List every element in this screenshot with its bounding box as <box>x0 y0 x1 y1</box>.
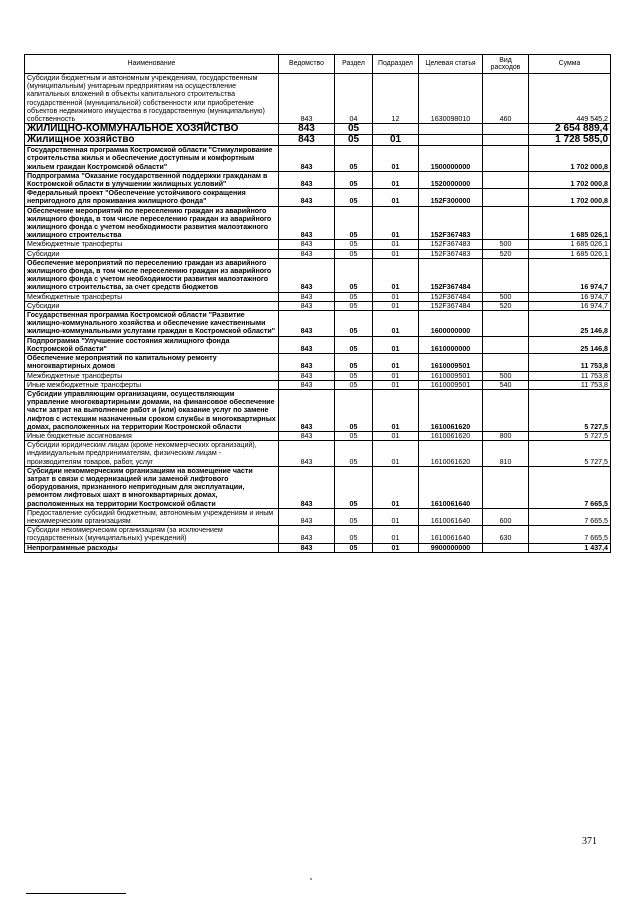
cell-vedomstvo: 843 <box>279 171 335 188</box>
cell-vid: 810 <box>483 441 529 467</box>
cell-podrazdel: 01 <box>373 249 419 258</box>
cell-name: Субсидии некоммерческим организациям на возмещение части затрат в связи с модернизацией или заменой лифтового оборудования, признанного непригодным для эксплуатации, ремонтом лифтовых шахт в многоквартирных домах, расположенных на территории Костромской области <box>25 466 279 508</box>
cell-vedomstvo: 843 <box>279 189 335 206</box>
cell-sum: 2 654 889,4 <box>529 124 611 135</box>
cell-razdel: 05 <box>335 311 373 337</box>
cell-sum: 5 727,5 <box>529 389 611 431</box>
cell-target: 9900000000 <box>419 543 483 552</box>
table-row <box>25 311 611 337</box>
cell-name: Межбюджетные трансферты <box>25 371 279 380</box>
cell-vid: 600 <box>483 508 529 525</box>
cell-podrazdel: 01 <box>373 292 419 301</box>
table-row <box>25 240 611 249</box>
cell-razdel: 05 <box>335 371 373 380</box>
cell-vid <box>483 354 529 371</box>
table-row <box>25 249 611 258</box>
cell-vid: 500 <box>483 240 529 249</box>
cell-razdel: 05 <box>335 258 373 292</box>
cell-vedomstvo: 843 <box>279 466 335 508</box>
cell-podrazdel: 01 <box>373 354 419 371</box>
cell-vedomstvo: 843 <box>279 258 335 292</box>
cell-sum: 5 727,5 <box>529 441 611 467</box>
cell-vedomstvo: 843 <box>279 431 335 440</box>
cell-razdel: 05 <box>335 249 373 258</box>
cell-name: Субсидии некоммерческим организациям (за исключением государственных (муниципальных) учреждений) <box>25 526 279 543</box>
table-row <box>25 206 611 240</box>
table-row <box>25 292 611 301</box>
cell-name: Государственная программа Костромской области "Стимулирование строительства жилья и обеспечение доступным и комфортным жильем граждан Костромской области" <box>25 146 279 172</box>
cell-target: 1610061620 <box>419 431 483 440</box>
cell-podrazdel: 01 <box>373 380 419 389</box>
cell-podrazdel: 01 <box>373 336 419 353</box>
cell-podrazdel: 01 <box>373 240 419 249</box>
cell-razdel: 05 <box>335 206 373 240</box>
cell-target: 152F367483 <box>419 249 483 258</box>
cell-razdel: 05 <box>335 441 373 467</box>
cell-target: 1610061640 <box>419 526 483 543</box>
cell-name: Иные бюджетные ассигнования <box>25 431 279 440</box>
cell-vid <box>483 171 529 188</box>
col-header-razdel: Раздел <box>335 55 373 74</box>
cell-name: Подпрограмма "Оказание государственной поддержки гражданам в Костромской области в улучшении жилищных условий" <box>25 171 279 188</box>
cell-sum: 16 974,7 <box>529 258 611 292</box>
cell-razdel: 05 <box>335 466 373 508</box>
cell-sum: 7 665,5 <box>529 526 611 543</box>
table-row <box>25 301 611 310</box>
cell-vid <box>483 146 529 172</box>
cell-sum: 1 702 000,8 <box>529 171 611 188</box>
cell-name: Иные межбюджетные трансферты <box>25 380 279 389</box>
cell-target: 152F367483 <box>419 240 483 249</box>
cell-vid: 800 <box>483 431 529 440</box>
cell-razdel: 05 <box>335 380 373 389</box>
cell-name: Субсидии юридическим лицам (кроме некоммерческих организаций), индивидуальным предпринимателям, физическим лицам - производителям товаров, работ, услуг <box>25 441 279 467</box>
cell-vid <box>483 124 529 135</box>
cell-target: 1610061640 <box>419 466 483 508</box>
cell-sum: 16 974,7 <box>529 292 611 301</box>
cell-sum: 449 545,2 <box>529 74 611 124</box>
cell-razdel: 05 <box>335 543 373 552</box>
cell-target: 1610009501 <box>419 354 483 371</box>
table-row <box>25 431 611 440</box>
cell-vid <box>483 311 529 337</box>
cell-target: 1610000000 <box>419 336 483 353</box>
cell-vedomstvo: 843 <box>279 240 335 249</box>
cell-name: Субсидии <box>25 249 279 258</box>
cell-podrazdel: 01 <box>373 389 419 431</box>
cell-razdel: 05 <box>335 336 373 353</box>
scan-speck <box>310 878 312 880</box>
cell-vedomstvo: 843 <box>279 74 335 124</box>
cell-vedomstvo: 843 <box>279 135 335 146</box>
cell-vedomstvo: 843 <box>279 311 335 337</box>
cell-sum: 1 437,4 <box>529 543 611 552</box>
cell-name: Обеспечение мероприятий по капитальному ремонту многоквартирных домов <box>25 354 279 371</box>
cell-razdel: 05 <box>335 171 373 188</box>
cell-target: 1520000000 <box>419 171 483 188</box>
col-header-sum: Сумма <box>529 55 611 74</box>
table-row <box>25 258 611 292</box>
table-row <box>25 380 611 389</box>
cell-razdel: 05 <box>335 240 373 249</box>
cell-vedomstvo: 843 <box>279 526 335 543</box>
cell-podrazdel: 01 <box>373 441 419 467</box>
table-row <box>25 508 611 525</box>
cell-target <box>419 135 483 146</box>
cell-sum: 7 665,5 <box>529 466 611 508</box>
budget-table <box>24 54 611 553</box>
cell-podrazdel: 01 <box>373 258 419 292</box>
cell-name: Обеспечение мероприятий по переселению граждан из аварийного жилищного фонда, в том числе переселению граждан из аварийного жилищного фонда с учетом необходимости развития малоэтажного жилищного строительства, за счет средств бюджетов <box>25 258 279 292</box>
cell-target: 1610061620 <box>419 441 483 467</box>
cell-vid: 460 <box>483 74 529 124</box>
cell-name: Субсидии бюджетным и автономным учреждениям, государственным (муниципальным) унитарным предприятиям на осуществление капитальных вложений в объекты капитального строительства государственной (муниципальной) собственности или приобретение объектов недвижимого имущества в государственную (муниципальную) собственность <box>25 74 279 124</box>
cell-vedomstvo: 843 <box>279 354 335 371</box>
cell-vedomstvo: 843 <box>279 371 335 380</box>
cell-target: 1600000000 <box>419 311 483 337</box>
cell-vid <box>483 206 529 240</box>
cell-sum: 5 727,5 <box>529 431 611 440</box>
cell-name: Жилищное хозяйство <box>25 135 279 146</box>
cell-vid: 540 <box>483 380 529 389</box>
cell-name: Субсидии управляющим организациям, осуществляющим управление многоквартирными домами, на финансовое обеспечение части затрат на выполнение работ и (или) оказание услуг по замене лифтов с истекшим назначенным сроком службы в многоквартирных домах, расположенных на территории Костромской области <box>25 389 279 431</box>
cell-target <box>419 124 483 135</box>
table-row <box>25 146 611 172</box>
table-row <box>25 189 611 206</box>
col-header-podrazdel: Подраздел <box>373 55 419 74</box>
cell-vedomstvo: 843 <box>279 301 335 310</box>
cell-target: 152F367484 <box>419 292 483 301</box>
cell-vid <box>483 135 529 146</box>
cell-podrazdel: 01 <box>373 526 419 543</box>
cell-podrazdel: 01 <box>373 301 419 310</box>
cell-target: 1610061640 <box>419 508 483 525</box>
cell-podrazdel: 01 <box>373 189 419 206</box>
table-row <box>25 371 611 380</box>
cell-target: 152F300000 <box>419 189 483 206</box>
table-row <box>25 135 611 146</box>
cell-podrazdel: 01 <box>373 135 419 146</box>
cell-name: Непрограммные расходы <box>25 543 279 552</box>
cell-vid <box>483 258 529 292</box>
col-header-name: Наименование <box>25 55 279 74</box>
table-row <box>25 336 611 353</box>
cell-target: 1610009501 <box>419 371 483 380</box>
cell-vid: 630 <box>483 526 529 543</box>
cell-target: 1630098010 <box>419 74 483 124</box>
cell-name: Межбюджетные трансферты <box>25 240 279 249</box>
cell-razdel: 05 <box>335 354 373 371</box>
cell-vedomstvo: 843 <box>279 206 335 240</box>
table-row <box>25 526 611 543</box>
cell-vedomstvo: 843 <box>279 292 335 301</box>
table-header <box>25 55 611 74</box>
cell-sum: 25 146,8 <box>529 311 611 337</box>
cell-vedomstvo: 843 <box>279 441 335 467</box>
cell-razdel: 05 <box>335 301 373 310</box>
cell-podrazdel: 01 <box>373 206 419 240</box>
cell-sum: 11 753,8 <box>529 354 611 371</box>
cell-target: 152F367484 <box>419 301 483 310</box>
cell-sum: 1 685 026,1 <box>529 249 611 258</box>
cell-target: 1610009501 <box>419 380 483 389</box>
cell-name: Государственная программа Костромской области "Развитие жилищно-коммунального хозяйства и обеспечение качественными жилищно-коммунальными услугами граждан в Костромской области" <box>25 311 279 337</box>
cell-vedomstvo: 843 <box>279 380 335 389</box>
cell-sum: 1 702 000,8 <box>529 189 611 206</box>
cell-name: ЖИЛИЩНО-КОММУНАЛЬНОЕ ХОЗЯЙСТВО <box>25 124 279 135</box>
cell-vid <box>483 466 529 508</box>
cell-podrazdel: 12 <box>373 74 419 124</box>
cell-name: Подпрограмма "Улучшение состояния жилищного фонда Костромской области" <box>25 336 279 353</box>
cell-podrazdel: 01 <box>373 371 419 380</box>
table-row <box>25 74 611 124</box>
cell-sum: 25 146,8 <box>529 336 611 353</box>
cell-name: Обеспечение мероприятий по переселению граждан из аварийного жилищного фонда, в том числе переселению граждан из аварийного жилищного фонда с учетом необходимости развития малоэтажного жилищного строительства <box>25 206 279 240</box>
cell-sum: 1 685 026,1 <box>529 206 611 240</box>
cell-podrazdel: 01 <box>373 431 419 440</box>
cell-target: 152F367484 <box>419 258 483 292</box>
cell-podrazdel: 01 <box>373 508 419 525</box>
cell-vedomstvo: 843 <box>279 146 335 172</box>
cell-vid <box>483 336 529 353</box>
cell-name: Федеральный проект "Обеспечение устойчивого сокращения непригодного для проживания жилищного фонда" <box>25 189 279 206</box>
cell-sum: 1 728 585,0 <box>529 135 611 146</box>
cell-sum: 16 974,7 <box>529 301 611 310</box>
cell-vid: 520 <box>483 301 529 310</box>
cell-razdel: 05 <box>335 189 373 206</box>
cell-vedomstvo: 843 <box>279 508 335 525</box>
cell-vedomstvo: 843 <box>279 249 335 258</box>
table-row <box>25 171 611 188</box>
table-row <box>25 354 611 371</box>
cell-name: Предоставление субсидий бюджетным, автономным учреждениям и иным некоммерческим организациям <box>25 508 279 525</box>
cell-vid <box>483 543 529 552</box>
cell-podrazdel: 01 <box>373 171 419 188</box>
footnote-line <box>26 893 126 894</box>
col-header-vid: Вид расходов <box>483 55 529 74</box>
cell-target: 1610061620 <box>419 389 483 431</box>
cell-razdel: 05 <box>335 135 373 146</box>
col-header-vedomstvo: Ведомство <box>279 55 335 74</box>
cell-razdel: 05 <box>335 292 373 301</box>
cell-razdel: 05 <box>335 124 373 135</box>
cell-razdel: 05 <box>335 508 373 525</box>
cell-vid: 520 <box>483 249 529 258</box>
cell-sum: 1 685 026,1 <box>529 240 611 249</box>
cell-razdel: 05 <box>335 389 373 431</box>
table-row <box>25 441 611 467</box>
cell-podrazdel: 01 <box>373 146 419 172</box>
page-number: 371 <box>582 836 597 847</box>
cell-razdel: 05 <box>335 431 373 440</box>
table-row <box>25 543 611 552</box>
table-row <box>25 466 611 508</box>
table-body <box>25 74 611 553</box>
cell-podrazdel <box>373 124 419 135</box>
cell-name: Межбюджетные трансферты <box>25 292 279 301</box>
cell-vedomstvo: 843 <box>279 124 335 135</box>
table-row <box>25 124 611 135</box>
table-row <box>25 389 611 431</box>
cell-sum: 7 665,5 <box>529 508 611 525</box>
cell-sum: 11 753,8 <box>529 380 611 389</box>
cell-podrazdel: 01 <box>373 311 419 337</box>
cell-vid: 500 <box>483 292 529 301</box>
cell-name: Субсидии <box>25 301 279 310</box>
cell-vedomstvo: 843 <box>279 543 335 552</box>
cell-sum: 11 753,8 <box>529 371 611 380</box>
cell-vedomstvo: 843 <box>279 336 335 353</box>
cell-sum: 1 702 000,8 <box>529 146 611 172</box>
cell-vedomstvo: 843 <box>279 389 335 431</box>
cell-razdel: 05 <box>335 526 373 543</box>
cell-target: 1500000000 <box>419 146 483 172</box>
cell-podrazdel: 01 <box>373 466 419 508</box>
cell-razdel: 05 <box>335 146 373 172</box>
cell-vid <box>483 389 529 431</box>
cell-razdel: 04 <box>335 74 373 124</box>
cell-target: 152F367483 <box>419 206 483 240</box>
cell-vid <box>483 189 529 206</box>
col-header-target: Целевая статья <box>419 55 483 74</box>
cell-podrazdel: 01 <box>373 543 419 552</box>
cell-vid: 500 <box>483 371 529 380</box>
